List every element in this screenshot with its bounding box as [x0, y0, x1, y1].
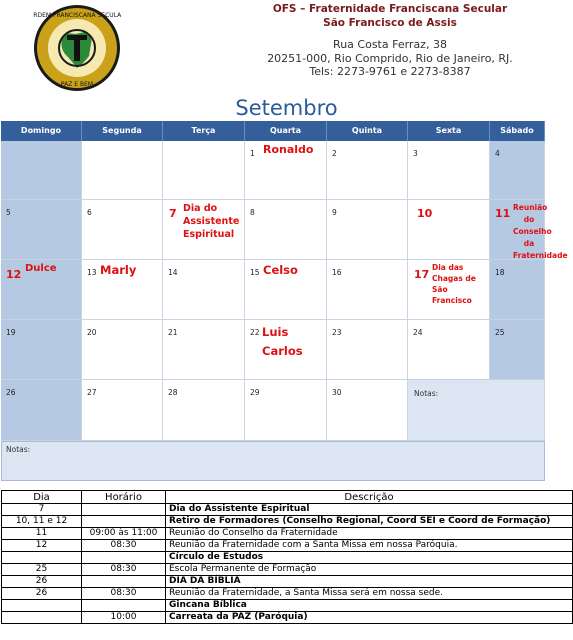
day-number: 19 [6, 328, 16, 337]
day-cell-23[interactable] [327, 320, 408, 380]
event-luis-carlos: Luis Carlos [262, 325, 303, 358]
day-cell-3[interactable] [408, 141, 490, 200]
schedule-time [82, 504, 166, 516]
schedule-day [2, 552, 82, 564]
schedule-header-row [2, 491, 573, 504]
schedule-description: Reunião da Fraternidade com a Santa Missa em nossa Paróquia. [166, 540, 573, 552]
schedule-row [2, 504, 573, 516]
day-number: 23 [332, 328, 342, 337]
day-number: 29 [250, 388, 260, 397]
schedule-row [2, 600, 573, 612]
day-number: 6 [87, 208, 92, 217]
day-cell-19[interactable] [1, 320, 82, 380]
schedule-table [1, 490, 573, 624]
month-title: Setembro [235, 96, 338, 120]
day-cell-17[interactable] [408, 260, 490, 320]
schedule-day: 11 [2, 528, 82, 540]
schedule-day: 12 [2, 540, 82, 552]
schedule-description: Reunião do Conselho da Fraternidade [166, 528, 573, 540]
day-number: 2 [332, 149, 337, 158]
weekday-saturday: Sábado [490, 121, 545, 141]
schedule-description: Reunião da Fraternidade, a Santa Missa será em nossa sede. [166, 588, 573, 600]
day-number-highlight: 17 [414, 268, 430, 281]
day-cell-30[interactable] [327, 380, 408, 441]
schedule-description: Dia do Assistente Espiritual [166, 504, 573, 516]
schedule-row [2, 552, 573, 564]
day-number: 4 [495, 149, 500, 158]
day-cell-4[interactable] [490, 141, 545, 200]
schedule-day: 7 [2, 504, 82, 516]
address-city: 20251-000, Rio Comprido, Rio de Janeiro, RJ. [267, 51, 513, 65]
schedule-time: 08:30 [82, 540, 166, 552]
weekday-tuesday: Terça [163, 121, 245, 141]
day-number: 30 [332, 388, 342, 397]
schedule-row [2, 564, 573, 576]
day-cell-1[interactable] [245, 141, 327, 200]
day-cell-29[interactable] [245, 380, 327, 441]
day-cell-14[interactable] [163, 260, 245, 320]
day-cell-21[interactable] [163, 320, 245, 380]
day-cell-12[interactable] [1, 260, 82, 320]
day-number: 15 [250, 268, 260, 277]
schedule-row [2, 588, 573, 600]
weekday-sunday: Domingo [1, 121, 82, 141]
schedule-day [2, 612, 82, 624]
day-cell-15[interactable] [245, 260, 327, 320]
event-assistente-espiritual: Dia do Assistente Espiritual [183, 203, 240, 240]
day-number: 20 [87, 328, 97, 337]
notes-label: Notas: [414, 389, 439, 398]
day-cell-7[interactable] [163, 200, 245, 260]
svg-text:ORDEM FRANCISCANA SECULAR: ORDEM FRANCISCANA SECULAR [33, 12, 121, 19]
day-number-highlight: 10 [417, 207, 433, 220]
day-number: 3 [413, 149, 418, 158]
day-cell-empty [163, 141, 245, 200]
day-number-highlight: 11 [495, 207, 511, 220]
schedule-time [82, 576, 166, 588]
day-number: 24 [413, 328, 423, 337]
schedule-row [2, 516, 573, 528]
event-marly: Marly [100, 263, 137, 277]
day-number: 9 [332, 208, 337, 217]
schedule-description: Retiro de Formadores (Conselho Regional, Coord SEI e Coord de Formação) [166, 516, 573, 528]
org-line-1: OFS – Fraternidade Franciscana Secular [272, 3, 508, 15]
day-cell-24[interactable] [408, 320, 490, 380]
day-number: 13 [87, 268, 97, 277]
weekday-monday: Segunda [82, 121, 163, 141]
day-number: 21 [168, 328, 178, 337]
day-cell-22[interactable] [245, 320, 327, 380]
day-cell-empty [1, 141, 82, 200]
day-number: 14 [168, 268, 178, 277]
schedule-description: Carreata da PAZ (Paróquia) [166, 612, 573, 624]
day-number: 8 [250, 208, 255, 217]
phone-numbers: Tels: 2273-9761 e 2273-8387 [309, 65, 471, 78]
day-cell-20[interactable] [82, 320, 163, 380]
day-cell-26[interactable] [1, 380, 82, 441]
event-reuniao-conselho: Reunião do Conselho da Fraternidade [513, 203, 568, 260]
day-number-highlight: 7 [169, 207, 177, 220]
day-cell-18[interactable] [490, 260, 545, 320]
day-cell-11[interactable] [490, 200, 568, 260]
day-cell-5[interactable] [1, 200, 82, 260]
schedule-time [82, 600, 166, 612]
schedule-time: 08:30 [82, 588, 166, 600]
event-chagas-sao-francisco: Dia das Chagas de São Francisco [432, 263, 476, 305]
schedule-time: 09:00 às 11:00 [82, 528, 166, 540]
day-cell-8[interactable] [245, 200, 327, 260]
day-number: 25 [495, 328, 505, 337]
notes-label: Notas: [6, 445, 31, 454]
schedule-time: 08:30 [82, 564, 166, 576]
schedule-time [82, 552, 166, 564]
day-number: 27 [87, 388, 97, 397]
day-number-highlight: 12 [6, 268, 22, 281]
organization-name [220, 2, 560, 30]
col-dia: Dia [2, 491, 82, 504]
day-cell-16[interactable] [327, 260, 408, 320]
day-cell-25[interactable] [490, 320, 545, 380]
schedule-row [2, 540, 573, 552]
day-cell-2[interactable] [327, 141, 408, 200]
event-ronaldo: Ronaldo [263, 143, 314, 156]
weekday-friday: Sexta [408, 121, 490, 141]
day-number: 1 [250, 149, 255, 158]
day-cell-6[interactable] [82, 200, 163, 260]
schedule-description: Círculo de Estudos [166, 552, 573, 564]
schedule-row [2, 528, 573, 540]
month-notes-cell[interactable] [408, 380, 545, 441]
weekday-wednesday: Quarta [245, 121, 327, 141]
ofs-logo [33, 4, 121, 92]
address-block [220, 38, 560, 79]
day-cell-28[interactable] [163, 380, 245, 441]
schedule-description: Gincana Bíblica [166, 600, 573, 612]
address-street: Rua Costa Ferraz, 38 [333, 38, 447, 51]
day-cell-10[interactable] [408, 200, 490, 260]
weekday-thursday: Quinta [327, 121, 408, 141]
day-cell-27[interactable] [82, 380, 163, 441]
org-line-2: São Francisco de Assis [323, 17, 457, 29]
schedule-day: 10, 11 e 12 [2, 516, 82, 528]
schedule-row [2, 612, 573, 624]
event-dulce: Dulce [25, 263, 57, 274]
day-number: 26 [6, 388, 16, 397]
schedule-description: Escola Permanente de Formação [166, 564, 573, 576]
schedule-day: 25 [2, 564, 82, 576]
event-celso: Celso [263, 263, 298, 277]
schedule-day [2, 600, 82, 612]
schedule-description: DIA DA BÍBLIA [166, 576, 573, 588]
day-number: 16 [332, 268, 342, 277]
schedule-time: 10:00 [82, 612, 166, 624]
col-horario: Horário [82, 491, 166, 504]
day-cell-13[interactable] [82, 260, 163, 320]
col-descricao: Descrição [166, 491, 573, 504]
svg-text:PAZ E BEM: PAZ E BEM [60, 81, 94, 88]
schedule-row [2, 576, 573, 588]
day-number: 18 [495, 268, 505, 277]
day-number: 5 [6, 208, 11, 217]
day-number: 28 [168, 388, 178, 397]
day-cell-9[interactable] [327, 200, 408, 260]
schedule-time [82, 516, 166, 528]
bottom-notes[interactable] [1, 441, 545, 481]
schedule-day: 26 [2, 576, 82, 588]
schedule-day: 26 [2, 588, 82, 600]
day-cell-empty [82, 141, 163, 200]
day-number: 22 [250, 328, 260, 337]
